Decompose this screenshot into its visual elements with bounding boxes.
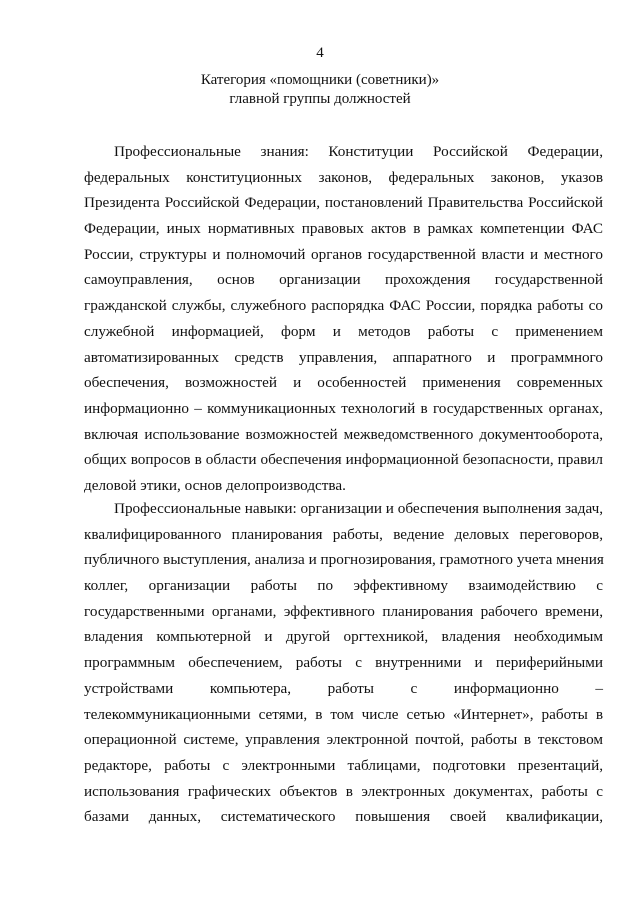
paragraph-professional-knowledge — [84, 139, 603, 499]
text-line: гражданской службы, служебного распорядка ФАС России, порядка работы со — [84, 297, 603, 315]
text-line: федеральных конституционных законов, федеральных законов, указов — [84, 168, 603, 186]
paragraph-professional-skills — [84, 496, 603, 830]
text-line: Профессиональные знания: Конституции Российской Федерации, — [114, 143, 603, 160]
text-line: операционной системе, управления электронной почтой, работы в текстовом — [84, 731, 603, 749]
heading-line-2: главной группы должностей — [229, 91, 411, 107]
heading-line-1: Категория «помощники (советники)» — [200, 72, 440, 88]
text-line: базами данных, систематического повышения своей квалификации, — [84, 808, 603, 826]
text-line: устройствами компьютера, работы с информационно – — [84, 679, 603, 697]
text-line: использования графических объектов в электронных документах, работы с — [84, 782, 603, 800]
text-line: Профессиональные навыки: организации и обеспечения выполнения задач, — [114, 500, 604, 517]
text-line: включая использование возможностей межведомственного документооборота, — [84, 425, 603, 443]
text-line: квалифицированного планирования работы, ведение деловых переговоров, — [84, 525, 603, 543]
text-line: Президента Российской Федерации, постановлений Правительства Российской — [84, 194, 603, 212]
text-line: редакторе, работы с электронными таблицами, подготовки презентаций, — [84, 756, 603, 774]
text-line: служебной информацией, форм и методов работы с применением — [84, 322, 603, 340]
text-line: России, структуры и полномочий органов государственной власти и местного — [84, 245, 603, 263]
text-line: коллег, организации работы по эффективному взаимодействию с — [84, 577, 603, 595]
text-line: обеспечения, возможностей и особенностей применения современных — [84, 374, 603, 392]
text-line: общих вопросов в области обеспечения информационной безопасности, правил — [84, 451, 603, 469]
text-line: телекоммуникационными сетями, в том числе сетью «Интернет», работы в — [84, 705, 603, 723]
text-line: программным обеспечением, работы с внутренними и периферийными — [84, 654, 603, 672]
text-line: владения компьютерной и другой оргтехникой, владения необходимым — [84, 628, 603, 646]
text-line: самоуправления, основ организации прохождения государственной — [84, 271, 603, 289]
text-line: публичного выступления, анализа и прогнозирования, грамотного учета мнения — [84, 551, 604, 569]
text-line: автоматизированных средств управления, аппаратного и программного — [84, 348, 603, 366]
text-line: Федерации, иных нормативных правовых актов в рамках компетенции ФАС — [84, 220, 603, 238]
text-line: информационно – коммуникационных технологий в государственных органах, — [84, 399, 603, 417]
text-line: государственными органами, эффективного планирования рабочего времени, — [84, 602, 603, 620]
text-line: деловой этики, основ делопроизводства. — [84, 476, 346, 494]
page-number: 4 — [316, 45, 324, 61]
section-heading — [0, 71, 640, 109]
